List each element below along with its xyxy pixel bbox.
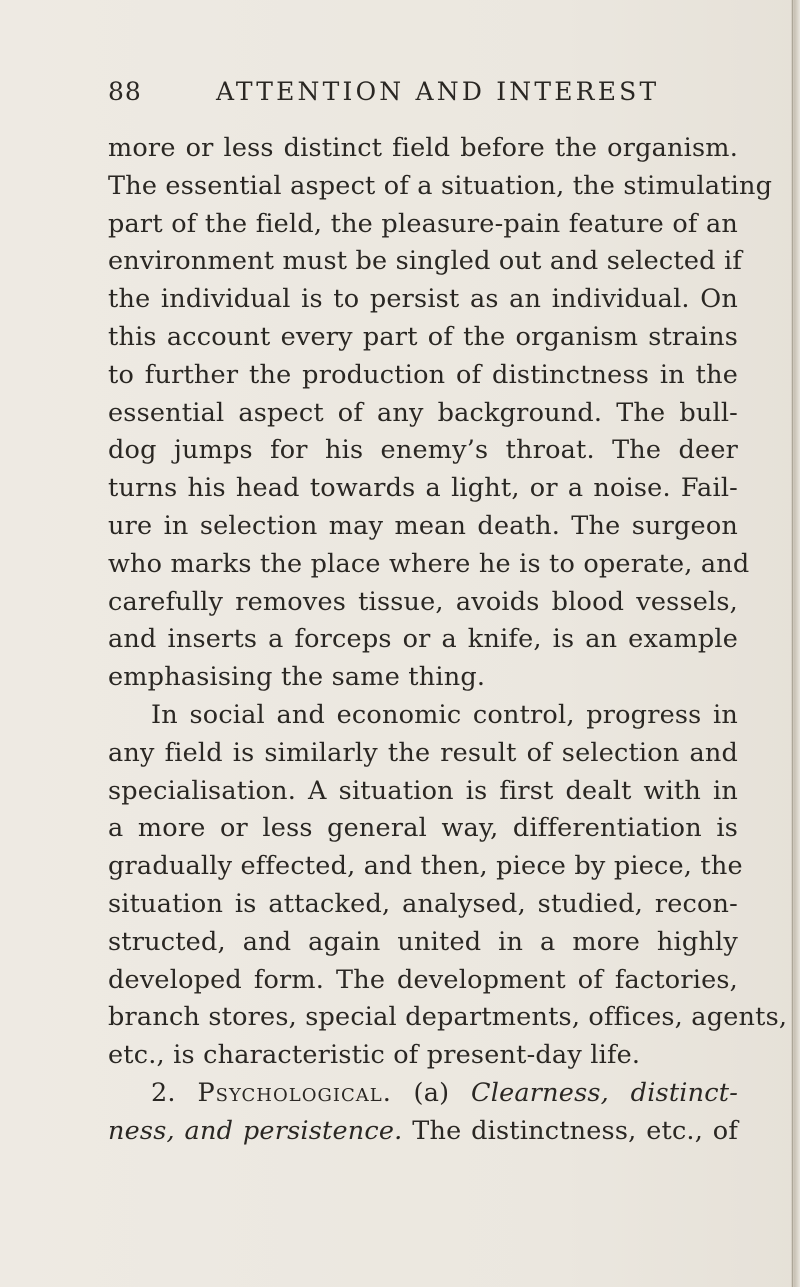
subheading-line-1: Clearness, distinct- — [471, 1077, 739, 1108]
running-head: ATTENTION AND INTEREST — [216, 77, 660, 106]
section-continuation-line — [108, 1113, 738, 1151]
text-line: gradually effected, and then, piece by piece, the — [108, 851, 743, 882]
text-line: emphasising the same thing. — [108, 662, 486, 693]
text-line: carefully removes tissue, avoids blood vessels, — [108, 586, 738, 617]
text-line: situation is attacked, analysed, studied, recon- — [108, 888, 738, 919]
page-header — [108, 77, 738, 113]
text-line: specialisation. A situation is first dealt with in — [108, 775, 738, 806]
text-line: In social and economic control, progress in — [151, 699, 738, 730]
text-line: and inserts a forceps or a knife, is an example — [108, 624, 738, 655]
text-line: structed, and again united in a more highly — [108, 926, 738, 957]
text-line: turns his head towards a light, or a noise. Fail- — [108, 473, 738, 504]
body-text — [108, 130, 788, 1151]
text-line: any field is similarly the result of selection and — [108, 737, 738, 768]
page-number: 88 — [108, 77, 142, 106]
text-line: more or less distinct field before the organism. — [108, 133, 738, 163]
text-line: environment must be singled out and selected if — [108, 246, 742, 277]
page-edge-line — [792, 0, 793, 1287]
text-line: to further the production of distinctness in the — [108, 359, 738, 390]
text-line: branch stores, special departments, offices, agents, — [108, 1002, 788, 1033]
section-heading-line — [108, 1075, 738, 1113]
section-number: 2. — [151, 1077, 176, 1108]
text-line: ure in selection may mean death. The surgeon — [108, 510, 738, 541]
text-line: who marks the place where he is to operate, and — [108, 548, 750, 579]
text-line: dog jumps for his enemy’s throat. The deer — [108, 435, 738, 466]
text-line: a more or less general way, differentiation is — [108, 813, 738, 844]
text-line: essential aspect of any background. The bull- — [108, 397, 738, 428]
subheading-line-2: ness, and persistence. — [108, 1115, 403, 1146]
text-line: part of the field, the pleasure-pain feature of an — [108, 208, 738, 239]
continuation-text: The distinctness, etc., of — [412, 1115, 738, 1146]
text-line: the individual is to persist as an individual. On — [108, 284, 738, 315]
text-line: developed form. The development of factories, — [108, 964, 738, 995]
text-line: etc., is characteristic of present-day life. — [108, 1040, 641, 1071]
text-line: The essential aspect of a situation, the stimulating — [108, 170, 773, 201]
text-line: this account every part of the organism strains — [108, 321, 738, 352]
section-heading: Psychological. — [197, 1077, 392, 1108]
subheading-letter: (a) — [413, 1077, 450, 1108]
